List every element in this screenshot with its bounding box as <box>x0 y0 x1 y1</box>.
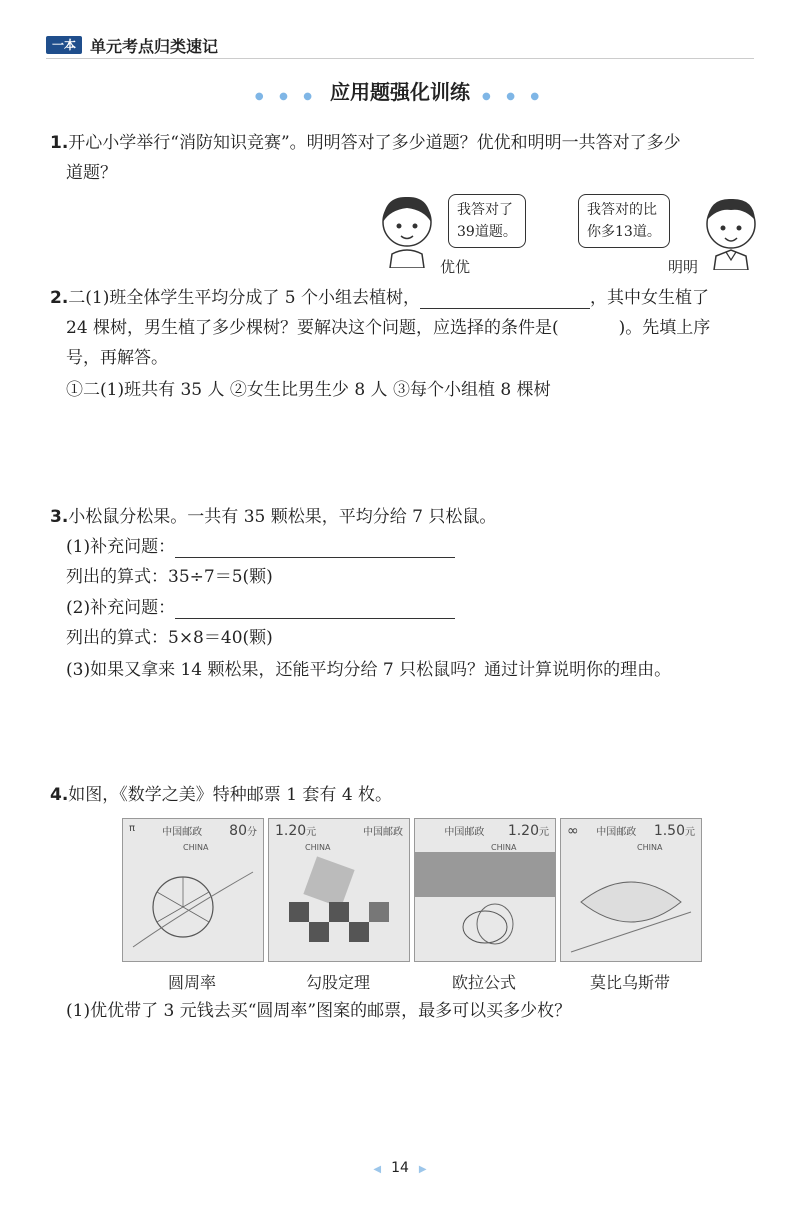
stamp-pi-symbol: π <box>129 823 136 834</box>
page-number <box>0 1160 800 1176</box>
stamp-mobius-unit: 元 <box>685 827 695 838</box>
stamp-pi-value: 80 <box>229 823 247 839</box>
header-divider <box>46 58 754 59</box>
q2-line2 <box>66 313 710 343</box>
stamp-mobius-symbol: ∞ <box>567 823 579 839</box>
q2-options: ①二(1)班共有 35 人 ②女生比男生少 8 人 ③每个小组植 8 棵树 <box>66 380 551 400</box>
q4-line1 <box>50 780 392 810</box>
q3-part1 <box>66 532 455 562</box>
q3-p2-label: (2)补充问题： <box>66 598 176 618</box>
stamp-pi <box>122 818 264 962</box>
stamp-euler-issuer: 中国邮政 <box>444 827 485 838</box>
q2-condition-blank[interactable] <box>420 288 590 309</box>
q2-text-a: 二(1)班全体学生平均分成了 5 个小组去植树， <box>68 288 421 308</box>
page-number-text: 14 <box>391 1160 409 1176</box>
stamp-euler-value: 1.20 <box>507 823 539 839</box>
section-title <box>0 76 800 105</box>
q3-line1 <box>50 502 496 532</box>
q2-text-b: ，其中女生植了 <box>590 288 710 308</box>
circle-pi-graphic <box>123 852 263 962</box>
stamp-mobius-china: CHINA <box>637 843 663 852</box>
euler-portrait-graphic <box>415 852 555 962</box>
mingming-bubble-line1: 我答对的比 <box>587 202 657 218</box>
stamp-pyth-unit: 元 <box>306 827 317 838</box>
girl-youyou-illustration <box>372 188 442 268</box>
q4-text: 如图，《数学之美》特种邮票 1 套有 4 枚。 <box>68 785 393 805</box>
youyou-speech-bubble <box>448 194 526 248</box>
stamp-pyth-china: CHINA <box>305 843 331 852</box>
decor-dots-left: ● ● ● <box>254 91 318 102</box>
q3-part2 <box>66 593 455 623</box>
stamp-pi-issuer: 中国邮政 <box>162 827 203 838</box>
youyou-name: 优优 <box>440 258 471 276</box>
q3-p1-blank[interactable] <box>175 537 455 558</box>
mingming-name: 明明 <box>668 258 699 276</box>
stamp-euler <box>414 818 556 962</box>
q3-p2-formula: 列出的算式：5×8＝40(颗) <box>66 628 273 648</box>
stamp-pyth-issuer: 中国邮政 <box>363 827 403 838</box>
q1-line2: 道题？ <box>66 163 117 183</box>
stamp-mobius-value: 1.50 <box>653 823 685 839</box>
stamp-pyth-value: 1.20 <box>275 823 307 839</box>
mobius-strip-graphic <box>561 852 701 962</box>
stamp-mobius <box>560 818 702 962</box>
q3-part3: (3)如果又拿来 14 颗松果，还能平均分给 7 只松鼠吗？通过计算说明你的理由。 <box>66 660 672 680</box>
q1-number: 1. <box>50 133 69 153</box>
youyou-bubble-line1: 我答对了 <box>457 202 513 218</box>
q3-p1-formula: 列出的算式：35÷7＝5(颗) <box>66 567 273 587</box>
q2-line3: 号，再解答。 <box>66 348 168 368</box>
stamp-euler-unit: 元 <box>538 827 549 838</box>
q2-line1 <box>50 283 709 313</box>
q2-text-c: 24 棵树，男生植了多少棵树？要解决这个问题，应选择的条件是( <box>66 318 559 338</box>
q2-text-d: )。先填上序 <box>618 318 711 338</box>
stamp-pi-unit: 分 <box>246 827 257 838</box>
q3-p2-blank[interactable] <box>175 598 455 619</box>
book-logo: 一本 <box>46 36 82 54</box>
q3-number: 3. <box>50 507 69 527</box>
book-header-title: 单元考点归类速记 <box>90 37 219 56</box>
q1-text: 开心小学举行“消防知识竞赛”。明明答对了多少道题？优优和明明一共答对了多少 <box>68 133 681 153</box>
q3-p1-label: (1)补充问题： <box>66 537 176 557</box>
decor-dots-right: ● ● ● <box>482 91 546 102</box>
stamp-caption-mobius: 莫比乌斯带 <box>589 973 670 992</box>
page-dots-left: ◀ <box>373 1164 382 1175</box>
q3-text: 小松鼠分松果。一共有 35 颗松果，平均分给 7 只松鼠。 <box>68 507 497 527</box>
stamp-caption-pythagoras: 勾股定理 <box>305 973 370 992</box>
q2-number: 2. <box>50 288 69 308</box>
boy-mingming-illustration <box>696 190 766 270</box>
stamp-pythagoras <box>268 818 410 962</box>
page-dots-right: ▶ <box>418 1164 427 1175</box>
stamp-caption-euler: 欧拉公式 <box>451 973 516 992</box>
stamp-caption-pi: 圆周率 <box>167 973 216 992</box>
pythagoras-squares-graphic <box>269 852 409 962</box>
q4-sub1: (1)优优带了 3 元钱去买“圆周率”图案的邮票，最多可以买多少枚？ <box>66 1001 572 1021</box>
stamp-euler-china: CHINA <box>491 843 517 852</box>
q4-number: 4. <box>50 785 69 805</box>
mingming-bubble-line2: 你多13道。 <box>587 224 661 240</box>
mingming-speech-bubble <box>578 194 670 248</box>
section-title-text: 应用题强化训练 <box>330 80 470 104</box>
youyou-bubble-line2: 39道题。 <box>457 224 517 240</box>
stamp-mobius-issuer: 中国邮政 <box>596 827 637 838</box>
stamp-pi-china: CHINA <box>183 843 209 852</box>
q1-line1 <box>50 128 681 158</box>
